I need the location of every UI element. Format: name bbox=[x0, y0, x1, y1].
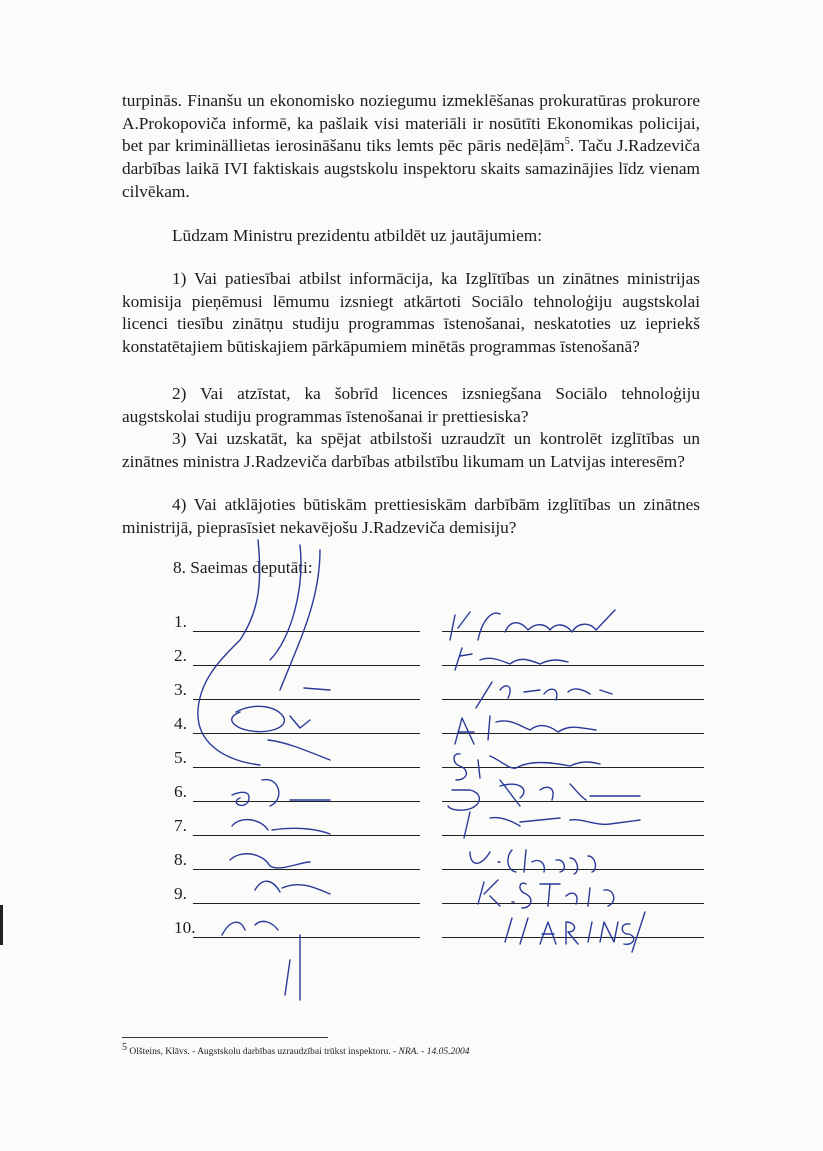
question-1: 1) Vai patiesībai atbilst informācija, ka Izglītības un zinātnes ministrijas komisija pieņēmusi lēmumu izsniegt atkārtoti Sociālo tehnoloģiju augstskolai licenci tiesību zinātņu studiju programmas īstenošanai, neskatoties uz iepriekš konstatētajiem būtiskajiem pārkāpumiem minētās programmas īstenošanā? bbox=[122, 269, 700, 357]
scan-edge-mark bbox=[0, 905, 3, 945]
signature-row: 8. bbox=[174, 842, 704, 876]
intro-paragraph bbox=[122, 90, 700, 204]
intro-text: turpinās. Finanšu un ekonomisko noziegumu izmeklēšanas prokuratūras prokurore A.Prokopoviča informē, ka pašlaik visi materiāli ir nosūtīti Ekonomikas policijai, bet par kriminällietas ierosināšanu tiks lemts pēc pāris nedēļām bbox=[122, 91, 700, 156]
footnote-divider bbox=[122, 1037, 328, 1038]
footnote-ref: 5 bbox=[564, 136, 570, 148]
question-3: 3) Vai uzskatāt, ka spējat atbilstoši uzraudzīt un kontrolēt izglītības un zinātnes ministra J.Radzeviča darbības atbilstību likumam un Latvijas interesēm? bbox=[122, 429, 700, 471]
question-4: 4) Vai atklājoties būtiskām prettiesiskām darbībām izglītības un zinātnes ministrijā, pieprasīsiet nekavējošu J.Radzeviča demisiju? bbox=[122, 495, 700, 537]
signature-row: 3. bbox=[174, 672, 704, 706]
deputies-heading: 8. Saeimas deputāti: bbox=[173, 558, 313, 577]
signature-row: 1. bbox=[174, 604, 704, 638]
signature-row: 2. bbox=[174, 638, 704, 672]
signature-row: 7. bbox=[174, 808, 704, 842]
signature-row: 9. bbox=[174, 876, 704, 910]
footnote-source: NRA. - 14.05.2004 bbox=[398, 1047, 470, 1057]
signature-row: 6. bbox=[174, 774, 704, 808]
footnote: 5 Olšteins, Klāvs. - Augstskolu darbības uzraudzībai trūkst inspektoru. - NRA. - 14.05.2004 bbox=[122, 1041, 470, 1057]
signature-row: 10. bbox=[174, 910, 704, 944]
intro-text-end: . Taču J.Radzeviča darbības laikā IVI faktiskais augstskolu inspektoru skaits samazinājies līdz vienam cilvēkam. bbox=[122, 136, 701, 201]
footnote-text: Olšteins, Klāvs. - Augstskolu darbības uzraudzībai trūkst inspektoru. - bbox=[129, 1047, 399, 1057]
question-2: 2) Vai atzīstat, ka šobrīd licences izsniegšana Sociālo tehnoloģiju augstskolai studiju programmas īstenošanai ir prettiesiska? bbox=[122, 384, 700, 426]
signature-row: 5. bbox=[174, 740, 704, 774]
signature-row: 4. bbox=[174, 706, 704, 740]
request-line: Lūdzam Ministru prezidentu atbildēt uz jautājumiem: bbox=[172, 226, 543, 245]
